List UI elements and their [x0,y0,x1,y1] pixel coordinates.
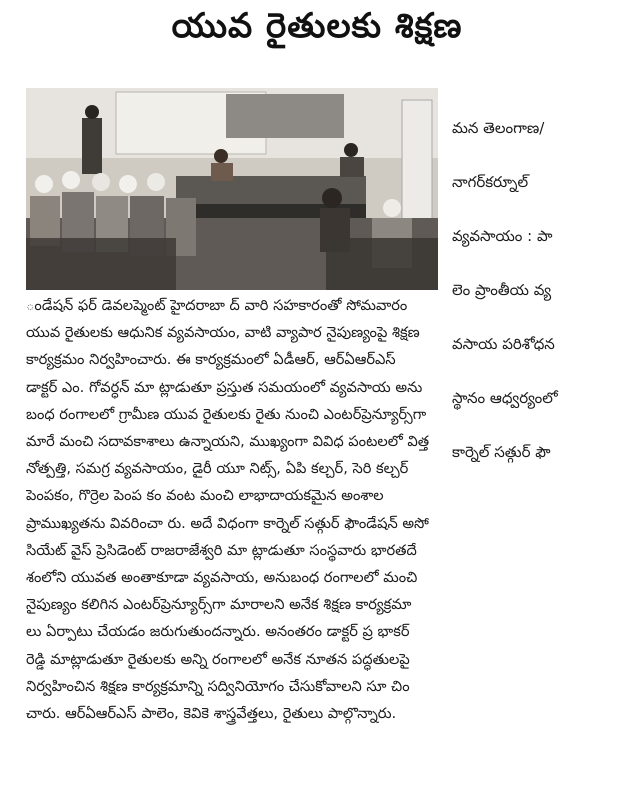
body-line: నోత్పత్తి, సమగ్ర వ్యవసాయం, డైరీ యూ నిట్స్, ఏపి కల్చర్, సెరి కల్చర్ [26,460,409,478]
body-line: శంలోని యువత అంతాకూడా వ్యవసాయ, అనుబంధ రంగాలలో మంచి [26,569,418,587]
body-line: నిర్వహించిన శిక్షణ కార్యక్రమాన్ని సద్వినియోగం చేసుకోవాలని సూ చిం [26,677,410,695]
byline-line: స్థానం ఆధ్వర్యంలో [452,389,558,407]
body-line: పెంపకం, గొర్రెల పెంప కం వంట మంచి లాభాదాయకమైన అంశాల [26,487,384,505]
article-body [26,292,612,727]
body-line: సియేట్ వైస్ ప్రెసిడెంట్ రాజరాజేశ్వరి మా ట్లాడుతూ సంస్థవారు భారతదే [26,541,417,559]
body-line: ప్రాముఖ్యతను వివరించా రు. అదే విధంగా కార్నెల్ సత్గుర్ ఫౌండేషన్ అసో [26,514,429,532]
body-line: డాక్టర్ ఎం. గోవర్ధన్ మా ట్లాడుతూ ప్రస్తుత సమయంలో వ్యవసాయ అను [26,378,423,396]
body-line: మారే మంచి సదావకాశాలు ఉన్నాయని, ముఖ్యంగా వివిధ పంటలలో విత్త [26,433,430,451]
body-line: ండేషన్ ఫర్ డెవలప్మెంట్ హైదరాబా ద్ వారి సహకారంతో సోమవారం [26,297,408,314]
body-line: లు ఏర్పాటు చేయడం జరుగుతుందన్నారు. అనంతరం డాక్టర్ ప్ర భాకర్ [26,623,410,641]
headline: యువ రైతులకు శిక్షణ [171,6,463,46]
byline-line: వ్యవసాయం : పా [452,227,553,245]
byline-line: కార్నెల్ సత్గుర్ ఫౌ [452,443,551,461]
byline-line: మన తెలంగాణ/ [452,119,545,137]
byline-line: నాగర్‌కర్నూల్ [452,173,529,191]
event-photo [26,88,438,290]
body-line: కార్యక్రమం నిర్వహించారు. ఈ కార్యక్రమంలో ఏడీఆర్, ఆర్ఏఆర్ఎస్ [26,351,396,369]
byline-line: వసాయ పరిశోధన [452,335,555,353]
body-line: చారు. ఆర్ఏఆర్ఎస్ పాలెం, కెవికె శాస్త్రవేత్తలు, రైతులు పాల్గొన్నారు. [26,705,397,723]
byline-line: లెం ప్రాంతీయ వ్య [452,281,552,299]
training-session-photo [26,88,438,290]
body-line: బంధ రంగాలలో గ్రామీణ యువ రైతులకు రైతు నుంచి ఎంటర్‌ప్రెన్యూర్స్‌గా [26,405,427,423]
body-line: రెడ్డి మాట్లాడుతూ రైతులకు అన్ని రంగాలలో అనేక నూతన పద్ధతులపై [26,650,410,668]
body-line: యువ రైతులకు ఆధునిక వ్యవసాయం, వాటి వ్యాపార నైపుణ్యంపై శిక్షణ [26,324,420,342]
body-line: నైపుణ్యం కలిగిన ఎంటర్‌ప్రెన్యూర్స్‌గా మారాలని అనేక శిక్షణ కార్యక్రమా [26,596,412,614]
